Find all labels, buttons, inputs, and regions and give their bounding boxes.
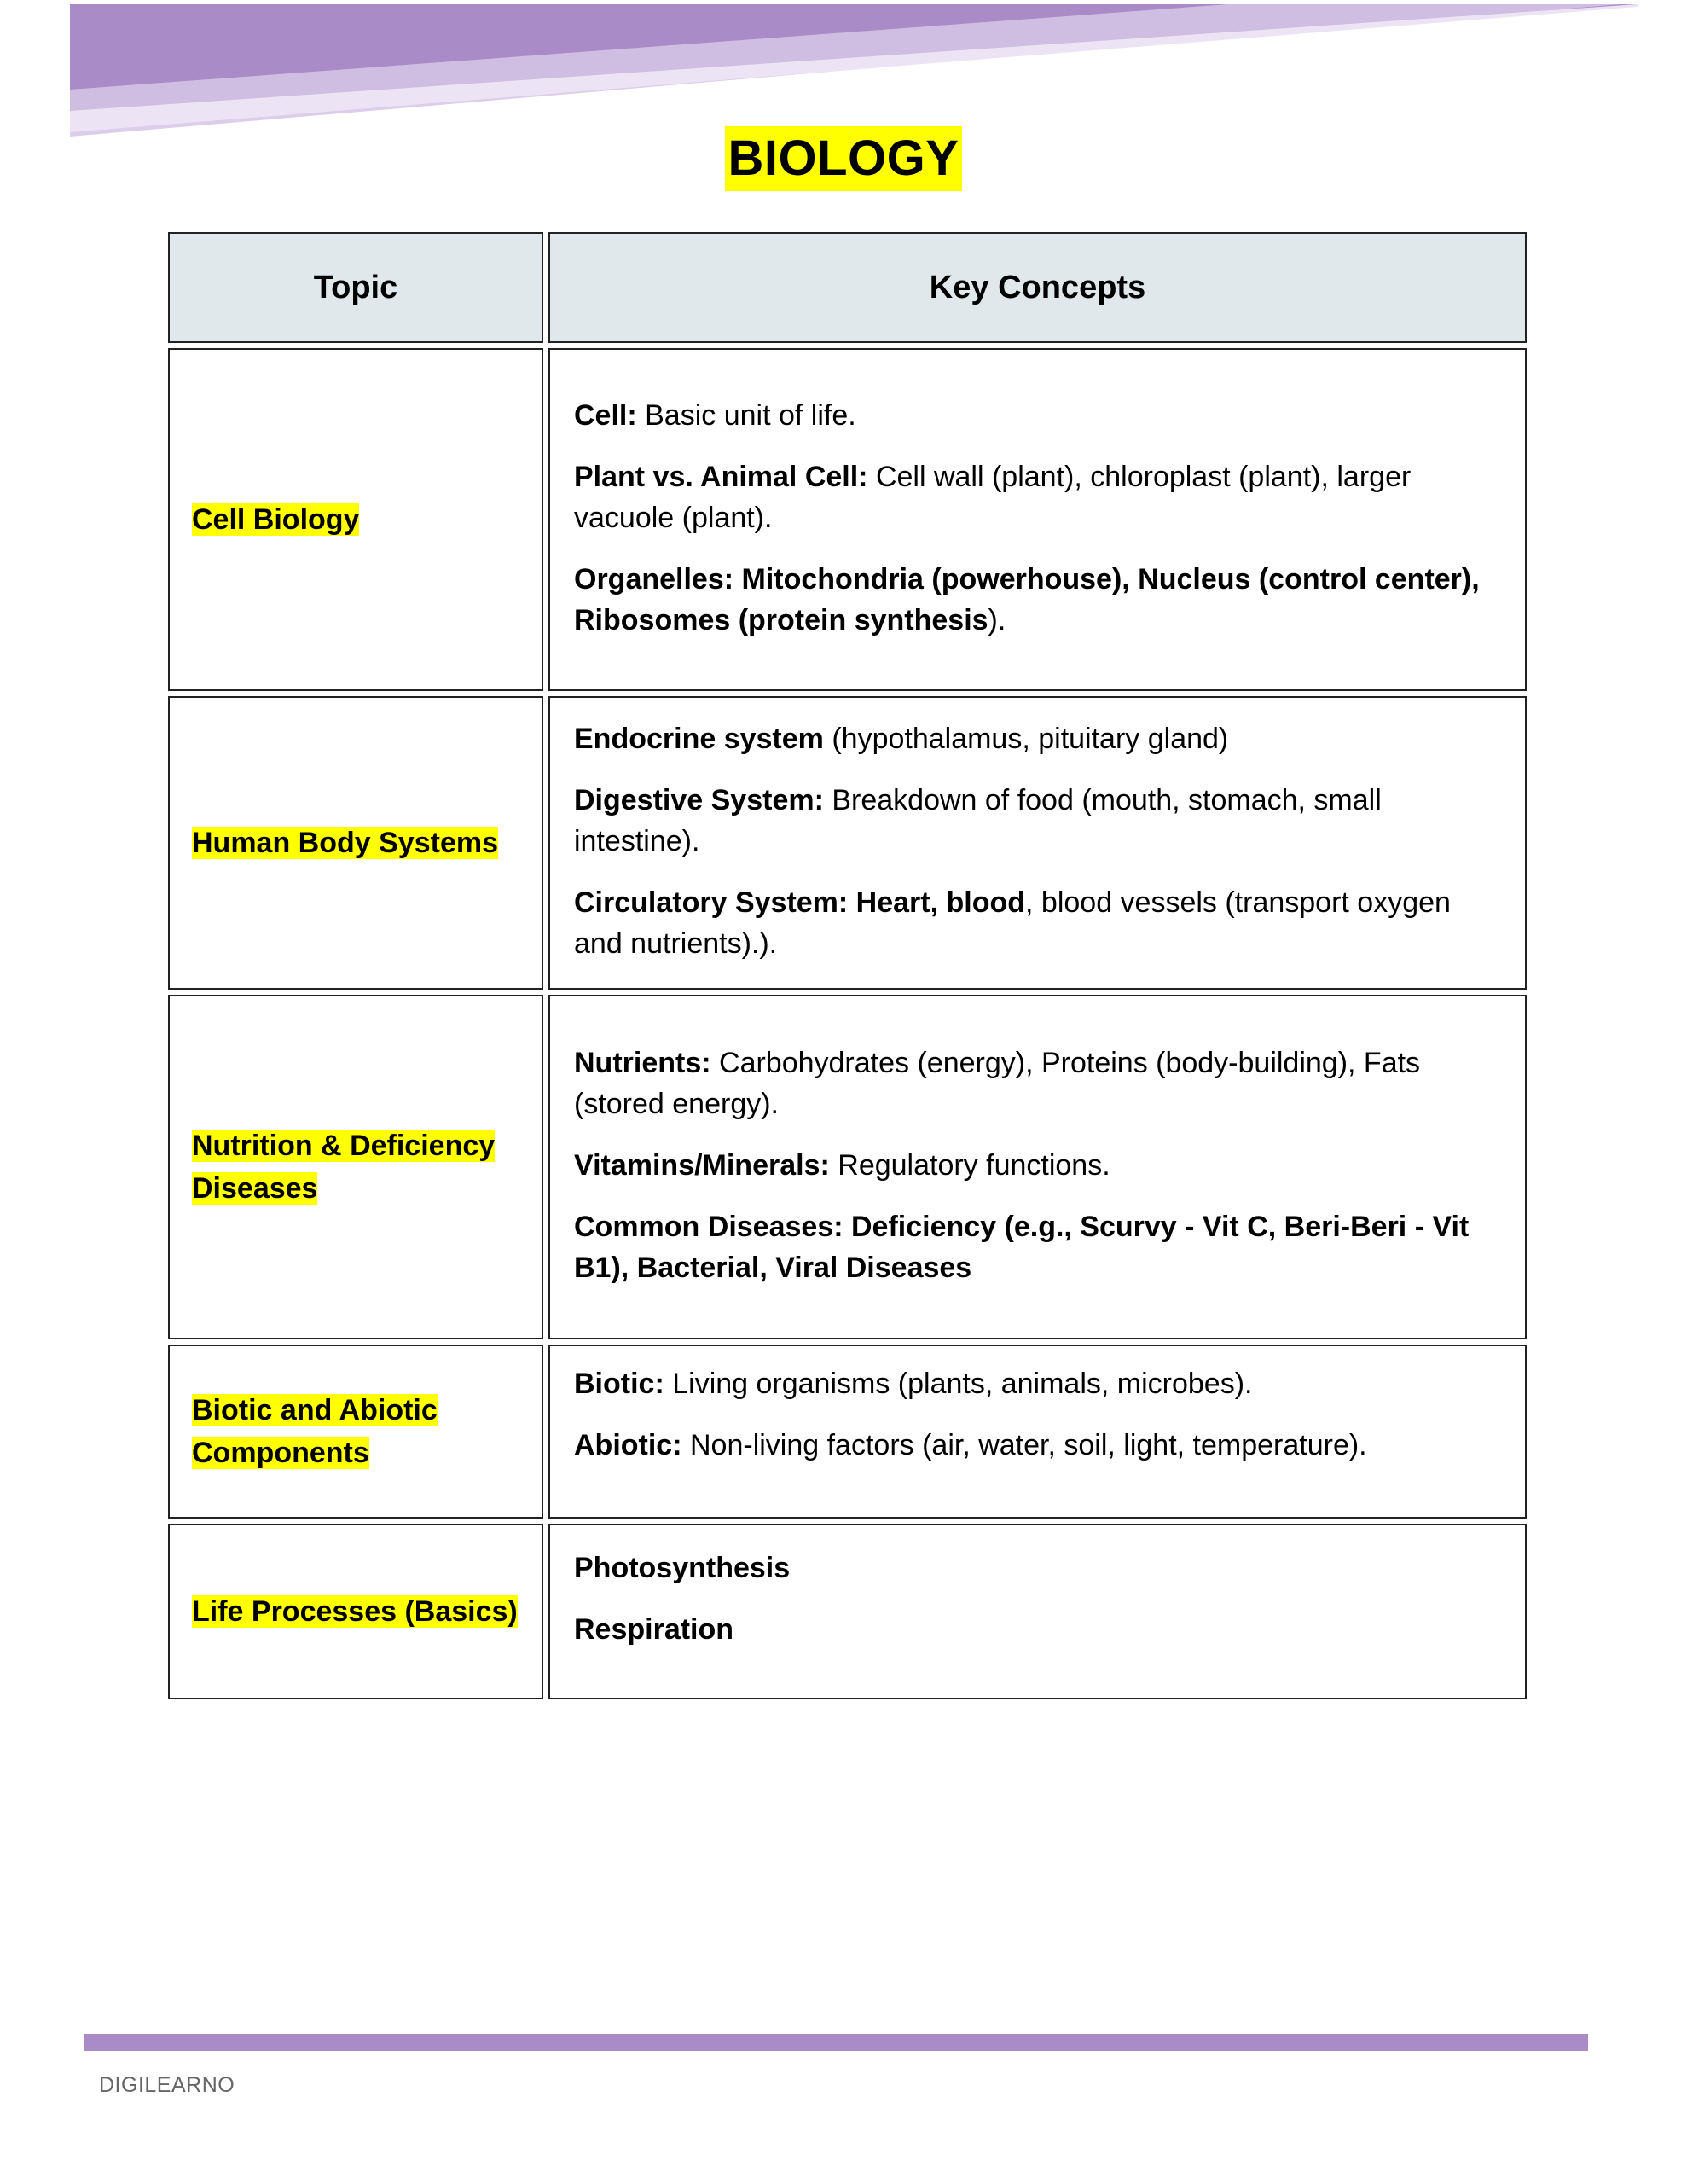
concepts-cell bbox=[548, 696, 1527, 990]
table-row bbox=[168, 1524, 1527, 1699]
topic-label: Nutrition & Deficiency Diseases bbox=[192, 1130, 496, 1205]
topic-label: Biotic and Abiotic Components bbox=[192, 1394, 438, 1469]
page-title: BIOLOGY bbox=[725, 126, 963, 191]
table-row bbox=[168, 1345, 1527, 1519]
topic-cell bbox=[168, 1345, 543, 1519]
concept-line: Biotic: Living organisms (plants, animals, microbes). bbox=[574, 1368, 1253, 1400]
concepts-cell bbox=[548, 1524, 1527, 1699]
footer-bar bbox=[84, 2034, 1588, 2051]
concept-line: Cell: Basic unit of life. bbox=[574, 399, 856, 432]
header-topic: Topic bbox=[168, 232, 543, 343]
concept-line: Nutrients: Carbohydrates (energy), Proteins (body-building), Fats (stored energy). bbox=[574, 1047, 1421, 1120]
header-banner bbox=[0, 0, 1687, 145]
topic-cell bbox=[168, 995, 543, 1339]
topic-cell bbox=[168, 348, 543, 691]
concepts-cell bbox=[548, 348, 1527, 691]
topic-label: Human Body Systems bbox=[192, 827, 498, 859]
concepts-cell bbox=[548, 1345, 1527, 1519]
table-header-row bbox=[168, 232, 1527, 343]
topics-table bbox=[163, 227, 1532, 1705]
topic-cell bbox=[168, 1524, 543, 1699]
title-container bbox=[0, 126, 1687, 191]
concept-line: Vitamins/Minerals: Regulatory functions. bbox=[574, 1149, 1110, 1182]
concepts-cell bbox=[548, 995, 1527, 1339]
concept-line: Circulatory System: Heart, blood, blood vessels (transport oxygen and nutrients).). bbox=[574, 886, 1451, 960]
concept-line: Common Diseases: Deficiency (e.g., Scurvy - Vit C, Beri-Beri - Vit B1), Bacterial, Viral Diseases bbox=[574, 1211, 1470, 1284]
concept-line: Abiotic: Non-living factors (air, water, soil, light, temperature). bbox=[574, 1429, 1367, 1461]
topic-label: Life Processes (Basics) bbox=[192, 1595, 518, 1628]
table-row bbox=[168, 696, 1527, 990]
table-row bbox=[168, 348, 1527, 691]
topic-label: Cell Biology bbox=[192, 503, 360, 536]
concept-line: Digestive System: Breakdown of food (mouth, stomach, small intestine). bbox=[574, 784, 1382, 857]
concept-line: Photosynthesis bbox=[574, 1552, 791, 1584]
header-key-concepts: Key Concepts bbox=[548, 232, 1527, 343]
concept-line: Organelles: Mitochondria (powerhouse), Nucleus (control center), Ribosomes (protein synthesis). bbox=[574, 563, 1480, 636]
topic-cell bbox=[168, 696, 543, 990]
concept-line: Respiration bbox=[574, 1613, 734, 1646]
footer-brand: DIGILEARNO bbox=[99, 2073, 235, 2097]
table-row bbox=[168, 995, 1527, 1339]
concept-line: Plant vs. Animal Cell: Cell wall (plant), chloroplast (plant), larger vacuole (plant). bbox=[574, 461, 1412, 534]
concept-line: Endocrine system (hypothalamus, pituitary gland) bbox=[574, 723, 1229, 755]
